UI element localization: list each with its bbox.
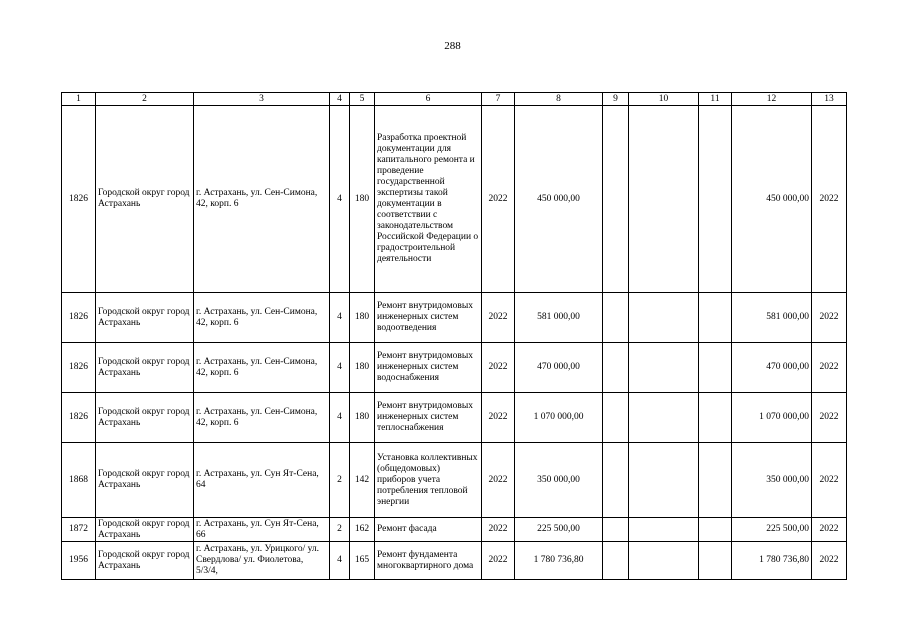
municipality-cell: Городской округ город Астрахань [96,293,194,343]
col-header-13: 13 [812,93,847,106]
value-cell-5: 180 [350,106,375,293]
col-header-9: 9 [603,93,629,106]
total-cost-cell: 450 000,00 [732,106,812,293]
empty-cell-10 [629,518,699,542]
col-header-4: 4 [330,93,350,106]
empty-cell-9 [603,343,629,393]
table-row [62,106,847,293]
cost-cell: 1 070 000,00 [515,393,603,443]
year-cell: 2022 [482,293,515,343]
table-row [62,393,847,443]
municipality-cell: Городской округ город Астрахань [96,518,194,542]
empty-cell-11 [699,542,732,580]
value-cell-5: 180 [350,393,375,443]
cost-cell: 225 500,00 [515,518,603,542]
total-cost-cell: 225 500,00 [732,518,812,542]
cost-cell: 450 000,00 [515,106,603,293]
work-type-cell: Разработка проектной документации для капитального ремонта и проведение государственной экспертизы такой документации в соответствии с законодательством Российской Федерации о градостроительной деятельности [375,106,482,293]
table-row [62,443,847,518]
capital-repair-table [61,92,847,580]
value-cell-4: 4 [330,106,350,293]
total-cost-cell: 1 780 736,80 [732,542,812,580]
year-cell: 2022 [482,106,515,293]
completion-year-cell: 2022 [812,343,847,393]
col-header-1: 1 [62,93,96,106]
col-header-2: 2 [96,93,194,106]
house-id-cell: 1868 [62,443,96,518]
municipality-cell: Городской округ город Астрахань [96,106,194,293]
cost-cell: 1 780 736,80 [515,542,603,580]
col-header-6: 6 [375,93,482,106]
municipality-cell: Городской округ город Астрахань [96,393,194,443]
column-number-row [62,93,847,106]
empty-cell-9 [603,393,629,443]
value-cell-4: 2 [330,443,350,518]
house-id-cell: 1826 [62,393,96,443]
year-cell: 2022 [482,443,515,518]
empty-cell-11 [699,293,732,343]
completion-year-cell: 2022 [812,106,847,293]
year-cell: 2022 [482,542,515,580]
house-id-cell: 1872 [62,518,96,542]
work-type-cell: Ремонт фасада [375,518,482,542]
cost-cell: 350 000,00 [515,443,603,518]
address-cell: г. Астрахань, ул. Сен-Симона, 42, корп. 6 [194,293,330,343]
address-cell: г. Астрахань, ул. Сен-Симона, 42, корп. 6 [194,393,330,443]
completion-year-cell: 2022 [812,542,847,580]
table-row [62,518,847,542]
value-cell-5: 165 [350,542,375,580]
value-cell-4: 4 [330,393,350,443]
value-cell-4: 4 [330,542,350,580]
empty-cell-9 [603,542,629,580]
value-cell-5: 162 [350,518,375,542]
completion-year-cell: 2022 [812,443,847,518]
value-cell-5: 180 [350,343,375,393]
empty-cell-10 [629,293,699,343]
house-id-cell: 1956 [62,542,96,580]
empty-cell-9 [603,293,629,343]
col-header-3: 3 [194,93,330,106]
work-type-cell: Установка коллективных (общедомовых) приборов учета потребления тепловой энергии [375,443,482,518]
completion-year-cell: 2022 [812,393,847,443]
work-type-cell: Ремонт внутридомовых инженерных систем теплоснабжения [375,393,482,443]
empty-cell-9 [603,106,629,293]
address-cell: г. Астрахань, ул. Сен-Симона, 42, корп. 6 [194,106,330,293]
col-header-12: 12 [732,93,812,106]
empty-cell-10 [629,443,699,518]
address-cell: г. Астрахань, ул. Сун Ят-Сена, 64 [194,443,330,518]
col-header-10: 10 [629,93,699,106]
page-number: 288 [444,40,461,52]
table-row [62,343,847,393]
year-cell: 2022 [482,343,515,393]
municipality-cell: Городской округ город Астрахань [96,542,194,580]
col-header-7: 7 [482,93,515,106]
house-id-cell: 1826 [62,293,96,343]
value-cell-5: 142 [350,443,375,518]
empty-cell-10 [629,542,699,580]
value-cell-4: 4 [330,293,350,343]
work-type-cell: Ремонт фундамента многоквартирного дома [375,542,482,580]
col-header-8: 8 [515,93,603,106]
table-row [62,542,847,580]
address-cell: г. Астрахань, ул. Урицкого/ ул. Свердлова/ ул. Фиолетова, 5/3/4, [194,542,330,580]
address-cell: г. Астрахань, ул. Сун Ят-Сена, 66 [194,518,330,542]
col-header-11: 11 [699,93,732,106]
year-cell: 2022 [482,393,515,443]
empty-cell-11 [699,518,732,542]
table-row [62,293,847,343]
value-cell-4: 2 [330,518,350,542]
value-cell-4: 4 [330,343,350,393]
municipality-cell: Городской округ город Астрахань [96,443,194,518]
value-cell-5: 180 [350,293,375,343]
empty-cell-11 [699,343,732,393]
house-id-cell: 1826 [62,106,96,293]
work-type-cell: Ремонт внутридомовых инженерных систем водоотведения [375,293,482,343]
empty-cell-9 [603,518,629,542]
work-type-cell: Ремонт внутридомовых инженерных систем водоснабжения [375,343,482,393]
total-cost-cell: 581 000,00 [732,293,812,343]
year-cell: 2022 [482,518,515,542]
col-header-5: 5 [350,93,375,106]
empty-cell-11 [699,393,732,443]
total-cost-cell: 1 070 000,00 [732,393,812,443]
total-cost-cell: 350 000,00 [732,443,812,518]
empty-cell-10 [629,343,699,393]
house-id-cell: 1826 [62,343,96,393]
empty-cell-11 [699,106,732,293]
address-cell: г. Астрахань, ул. Сен-Симона, 42, корп. 6 [194,343,330,393]
empty-cell-9 [603,443,629,518]
cost-cell: 581 000,00 [515,293,603,343]
municipality-cell: Городской округ город Астрахань [96,343,194,393]
completion-year-cell: 2022 [812,293,847,343]
total-cost-cell: 470 000,00 [732,343,812,393]
completion-year-cell: 2022 [812,518,847,542]
cost-cell: 470 000,00 [515,343,603,393]
empty-cell-10 [629,393,699,443]
empty-cell-11 [699,443,732,518]
empty-cell-10 [629,106,699,293]
